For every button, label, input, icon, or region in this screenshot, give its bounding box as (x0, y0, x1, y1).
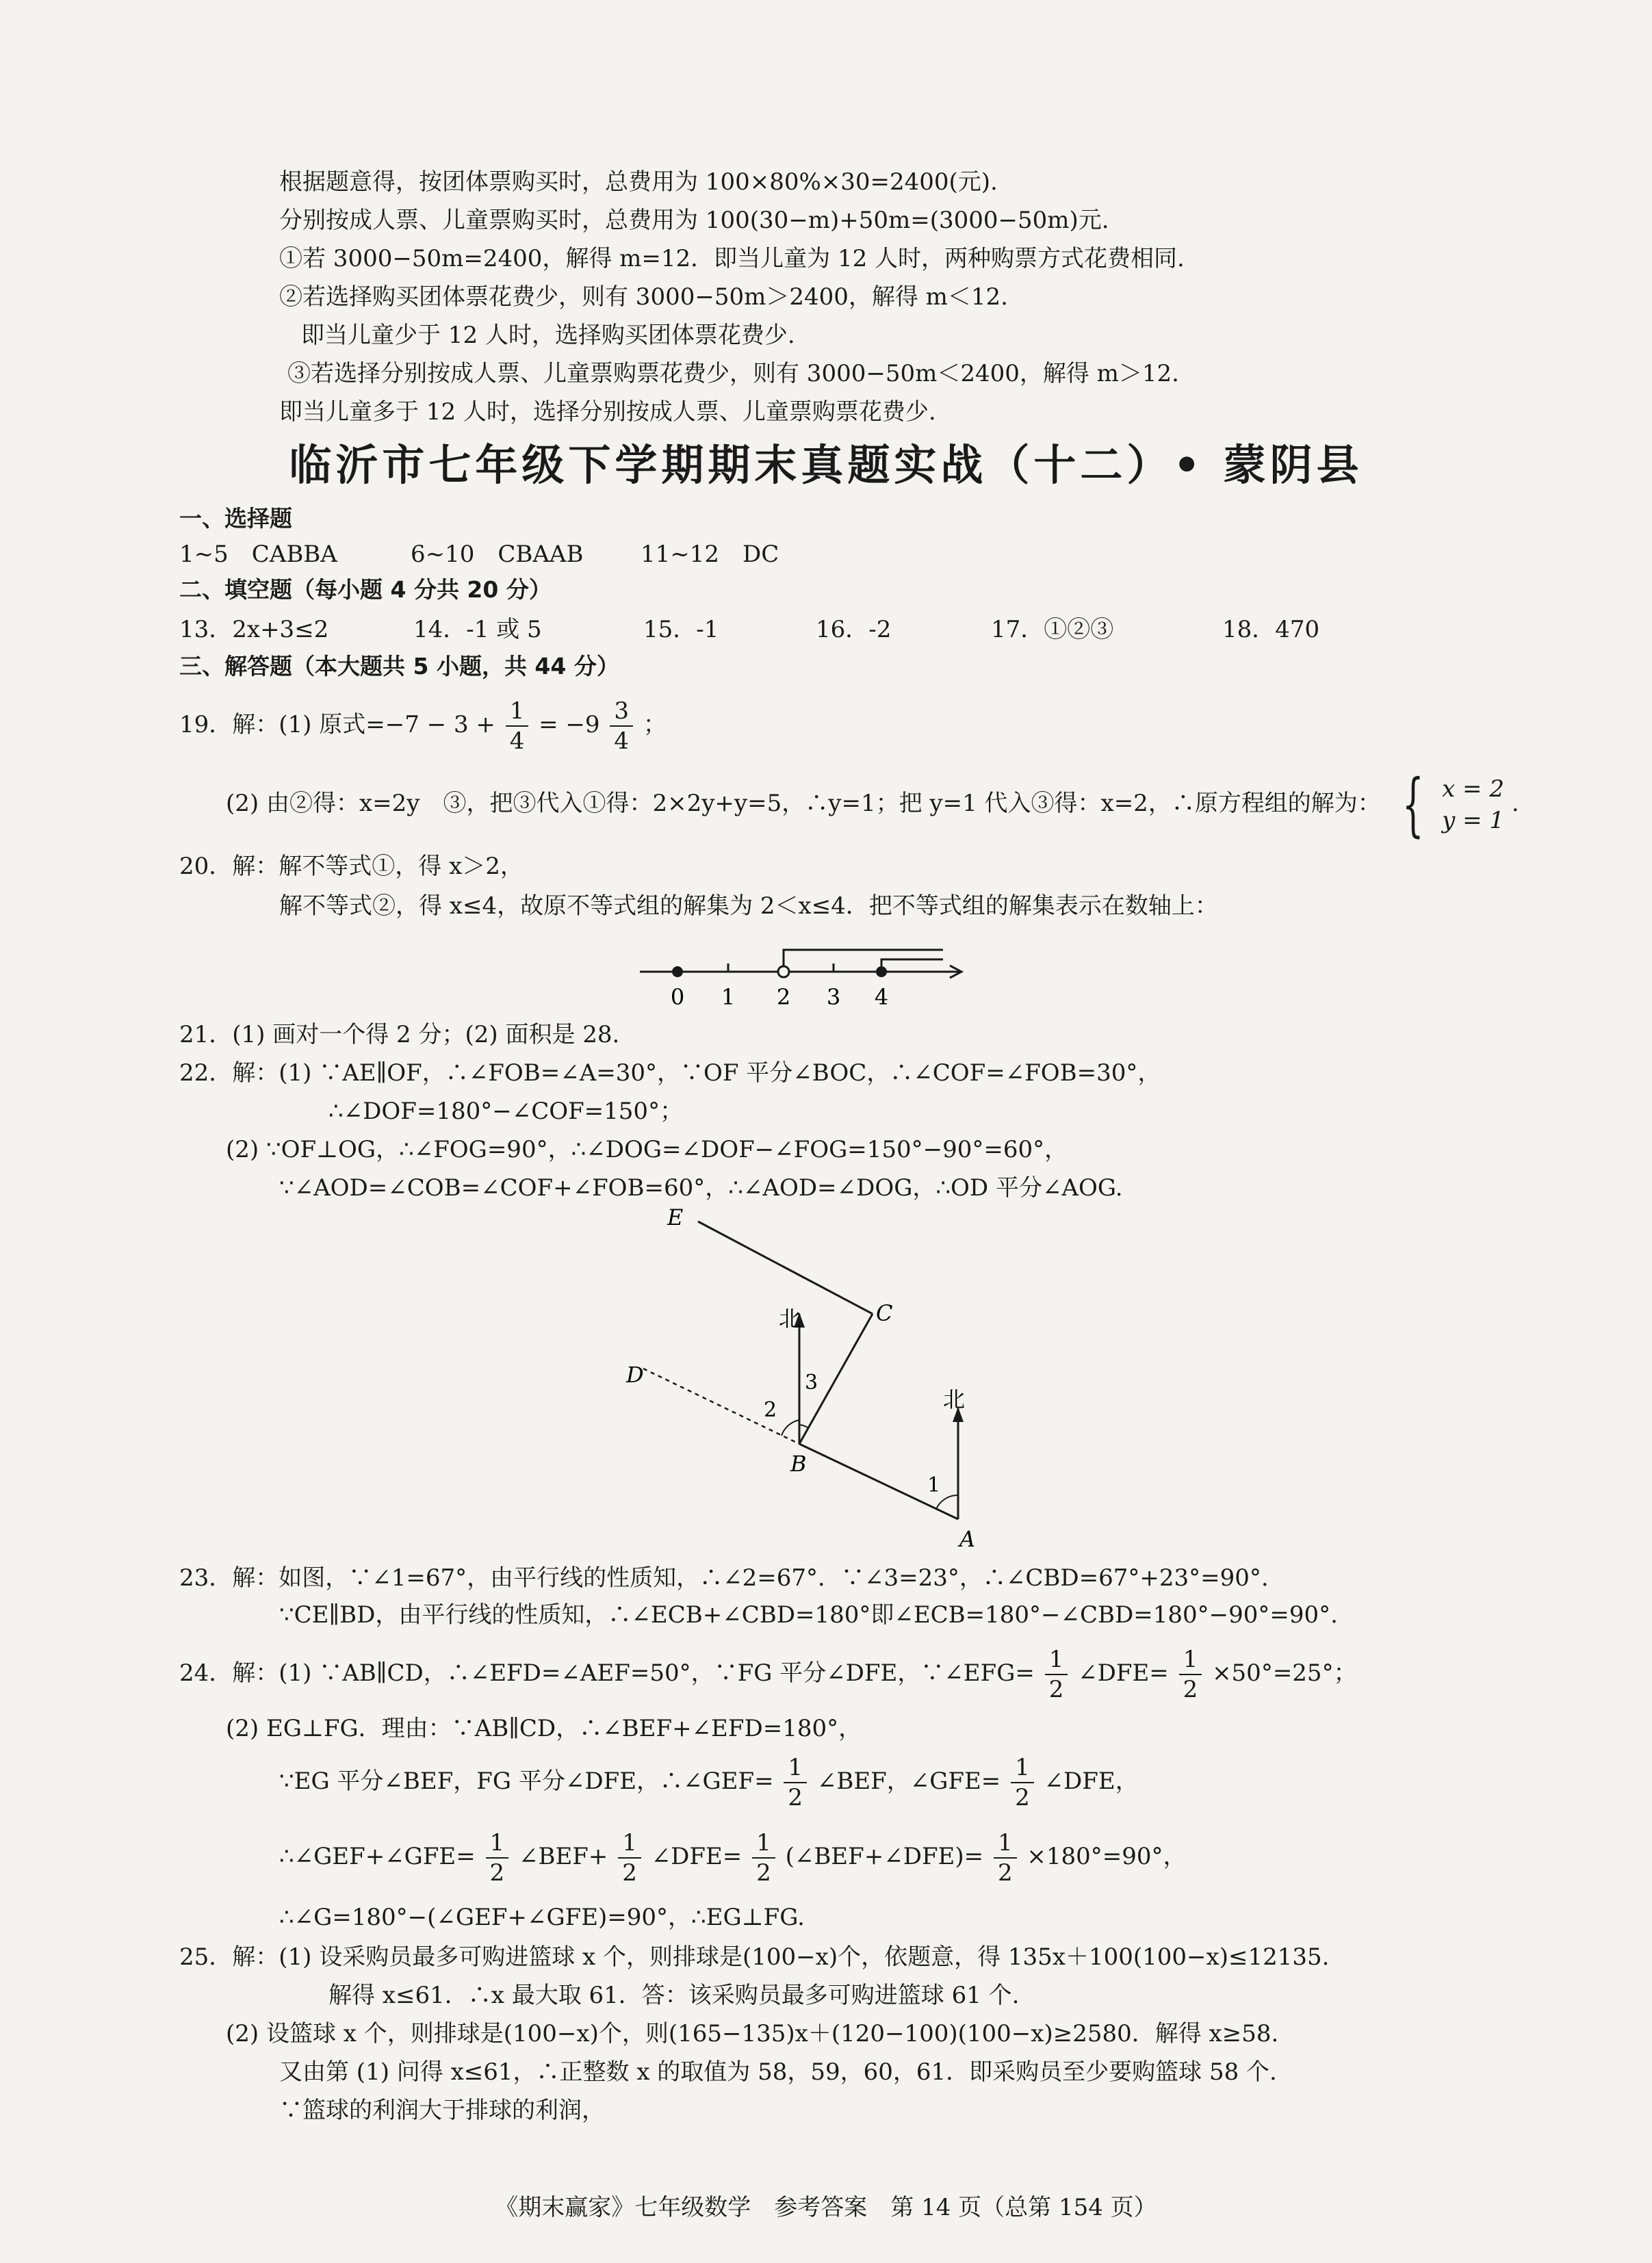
answer-13: 13．2x+3≤2 (179, 616, 329, 643)
q23-line-2: ∵CE∥BD，由平行线的性质知，∴∠ECB+∠CBD=180°即∠ECB=180°−∠CBD=180°−90°=90°. (279, 1601, 1338, 1629)
brace-icon: { (1402, 764, 1424, 844)
point-zero (672, 966, 683, 977)
q24-line-1-end: ×50°=25°； (1212, 1659, 1357, 1687)
q24-line-4-text: ∴∠GEF+∠GFE= (279, 1843, 476, 1870)
fraction-den: 4 (509, 727, 525, 755)
fraction (618, 1828, 641, 1887)
intro-line-3: ①若 3000−50m=2400，解得 m=12．即当儿童为 12 人时，两种购票方式花费相同. (279, 245, 1185, 272)
q24-line-2: (2) EG⊥FG．理由：∵AB∥CD，∴∠BEF+∠EFD=180°， (226, 1715, 862, 1742)
segment-ec (698, 1221, 873, 1314)
intro-line-2: 分别按成人票、儿童票购买时，总费用为 100(30−m)+50m=(3000−50m)元. (279, 207, 1109, 234)
intro-line-1: 根据题意得，按团体票购买时，总费用为 100×80%×30=2400(元). (279, 168, 998, 196)
fraction-den: 2 (997, 1859, 1013, 1887)
answer-15: 15．-1 (643, 616, 719, 643)
q19-part2 (226, 764, 1519, 844)
tick-label: 0 (670, 984, 685, 1010)
angle-label-1: 1 (927, 1473, 941, 1497)
angle-3-arc (799, 1425, 808, 1427)
page-title: 临沂市七年级下学期期末真题实战（十二）• 蒙阴县 (289, 440, 1363, 490)
q19-part2-text: (2) 由②得：x=2y ③，把③代入①得：2×2y+y=5，∴y=1；把 y=1 代入③得：x=2，∴原方程组的解为： (226, 790, 1381, 817)
tick-label: 2 (776, 984, 791, 1010)
fraction-num: 1 (506, 697, 529, 727)
angle-label-2: 2 (764, 1398, 777, 1422)
label-a: A (959, 1526, 976, 1552)
intro-line-5: 即当儿童少于 12 人时，选择购买团体票花费少. (301, 322, 795, 349)
interval-bracket-left (784, 950, 943, 972)
fraction (752, 1828, 775, 1887)
interval-bracket-right (881, 959, 943, 972)
q24-line-1-text: 24．解：(1) ∵AB∥CD，∴∠EFD=∠AEF=50°，∵FG 平分∠DFE，∵∠EFG= (179, 1659, 1035, 1687)
fraction (1011, 1753, 1034, 1812)
q25-line-4: 又由第 (1) 问得 x≤61，∴正整数 x 的取值为 58，59，60，61．即采购员至少要购篮球 58 个. (279, 2058, 1277, 2086)
answer-17: 17．①②③ (991, 616, 1114, 643)
fraction (994, 1828, 1017, 1887)
q24-line-3 (279, 1753, 1139, 1812)
q22-line-4: ∵∠AOD=∠COB=∠COF+∠FOB=60°，∴∠AOD=∠DOG，∴OD 平分∠AOG. (279, 1174, 1123, 1202)
tick-label: 1 (721, 984, 736, 1010)
q24-line-4-a: ∠BEF+ (519, 1843, 608, 1870)
geometry-figure (602, 1204, 1013, 1553)
equation-system (1442, 773, 1504, 836)
section-3-heading: 三、解答题（本大题共 5 小题，共 44 分） (179, 653, 619, 680)
q24-line-4 (279, 1828, 1187, 1887)
q23-line-1: 23．解：如图，∵∠1=67°，由平行线的性质知，∴∠2=67°．∵∠3=23°，∴∠CBD=67°+23°=90°. (179, 1564, 1269, 1592)
number-line (630, 936, 972, 1011)
north-label-a: 北 (943, 1386, 966, 1412)
answers-6-10: 6~10 CBAAB (411, 541, 584, 568)
north-label-b: 北 (779, 1306, 801, 1332)
tick-label: 3 (826, 984, 841, 1010)
q19-part2-end: . (1511, 790, 1519, 817)
q22-line-2: ∴∠DOF=180°−∠COF=150°； (328, 1098, 684, 1125)
q19-part1-text: 19．解：(1) 原式=−7 − 3 + (179, 711, 495, 738)
intro-line-4: ②若选择购买团体票花费少，则有 3000−50m＞2400，解得 m＜12. (279, 283, 1008, 311)
q22-line-3: (2) ∵OF⊥OG，∴∠FOG=90°，∴∠DOG=∠DOF−∠FOG=150°−90°=60°， (226, 1136, 1068, 1163)
q24-line-3-end: ∠DFE， (1044, 1768, 1139, 1795)
intro-line-7: 即当儿童多于 12 人时，选择分别按成人票、儿童票购票花费少. (279, 398, 936, 426)
fraction-num: 1 (1011, 1753, 1034, 1783)
q19-part1-mid: = −9 (539, 711, 600, 738)
answer-16: 16．-2 (816, 616, 892, 643)
answers-1-5: 1~5 CABBA (179, 541, 337, 568)
q22-line-1: 22．解：(1) ∵AE∥OF，∴∠FOB=∠A=30°，∵OF 平分∠BOC，∴∠COF=∠FOB=30°， (179, 1059, 1161, 1087)
q24-line-4-end: ×180°=90°， (1027, 1843, 1187, 1870)
fraction-num: 3 (610, 697, 633, 727)
fraction-num: 1 (994, 1828, 1017, 1859)
system-line-2: y = 1 (1442, 807, 1505, 834)
q25-line-3: (2) 设篮球 x 个，则排球是(100−x)个，则(165−135)x＋(120−100)(100−x)≥2580．解得 x≥58. (226, 2020, 1279, 2047)
fraction-den: 2 (622, 1859, 637, 1887)
q20-line-1: 20．解：解不等式①，得 x＞2， (179, 853, 524, 880)
q20-line-2: 解不等式②，得 x≤4，故原不等式组的解集为 2＜x≤4．把不等式组的解集表示在数轴上： (279, 892, 1218, 920)
q24-line-4-c: (∠BEF+∠DFE)= (785, 1843, 984, 1870)
label-b: B (790, 1451, 807, 1477)
fraction-den: 2 (1048, 1676, 1064, 1703)
section-2-heading: 二、填空题（每小题 4 分共 20 分） (179, 576, 552, 603)
fraction-num: 1 (784, 1753, 807, 1783)
fraction (784, 1753, 807, 1812)
q24-line-4-b: ∠DFE= (651, 1843, 743, 1870)
q24-line-3-text: ∵EG 平分∠BEF，FG 平分∠DFE，∴∠GEF= (279, 1768, 774, 1795)
fraction (1179, 1645, 1202, 1704)
answer-14: 14．-1 或 5 (413, 616, 542, 643)
fraction-num: 1 (486, 1828, 509, 1859)
label-e: E (667, 1204, 684, 1230)
fraction (506, 697, 529, 755)
fraction-den: 2 (788, 1784, 803, 1811)
intro-line-6: ③若选择分别按成人票、儿童票购票花费少，则有 3000−50m＜2400，解得 m＞12. (287, 360, 1179, 387)
q25-line-5: ∵篮球的利润大于排球的利润， (279, 2097, 605, 2124)
q19-part1-end: ； (643, 711, 667, 738)
label-d: D (626, 1362, 644, 1388)
section-1-heading: 一、选择题 (179, 505, 292, 532)
system-line-1: x = 2 (1442, 775, 1504, 803)
answers-11-12: 11~12 DC (641, 541, 779, 568)
fraction (486, 1828, 509, 1887)
fraction-den: 2 (1015, 1784, 1030, 1811)
angle-2-arc (782, 1420, 799, 1436)
fraction-den: 2 (1183, 1676, 1198, 1703)
angle-label-3: 3 (805, 1371, 818, 1395)
fraction-num: 1 (1179, 1645, 1202, 1675)
fraction-den: 2 (489, 1859, 505, 1887)
fraction-num: 1 (1045, 1645, 1068, 1675)
q24-line-1 (179, 1645, 1357, 1704)
q24-line-3-mid: ∠BEF，∠GFE= (816, 1768, 1001, 1795)
answer-18: 18．470 (1222, 616, 1320, 643)
fraction (610, 697, 633, 755)
open-point (778, 966, 789, 977)
q19-part1 (179, 697, 667, 755)
fraction-num: 1 (618, 1828, 641, 1859)
q25-line-2: 解得 x≤61．∴x 最大取 61．答：该采购员最多可购进篮球 61 个. (328, 1982, 1020, 2009)
q24-line-5: ∴∠G=180°−(∠GEF+∠GFE)=90°，∴EG⊥FG. (279, 1904, 805, 1931)
page-footer: 《期末赢家》七年级数学 参考答案 第 14 页（总第 154 页） (495, 2194, 1157, 2221)
q24-line-1-mid: ∠DFE= (1078, 1659, 1169, 1687)
fraction-num: 1 (752, 1828, 775, 1859)
fraction (1045, 1645, 1068, 1704)
fraction-den: 2 (756, 1859, 771, 1887)
closed-point (876, 966, 887, 977)
q25-line-1: 25．解：(1) 设采购员最多可购进篮球 x 个，则排球是(100−x)个，依题意，得 135x＋100(100−x)≤12135. (179, 1943, 1330, 1971)
fraction-den: 4 (614, 727, 630, 755)
q21-line-1: 21．(1) 画对一个得 2 分；(2) 面积是 28. (179, 1021, 620, 1048)
label-c: C (876, 1300, 893, 1326)
tick-label: 4 (874, 984, 889, 1010)
